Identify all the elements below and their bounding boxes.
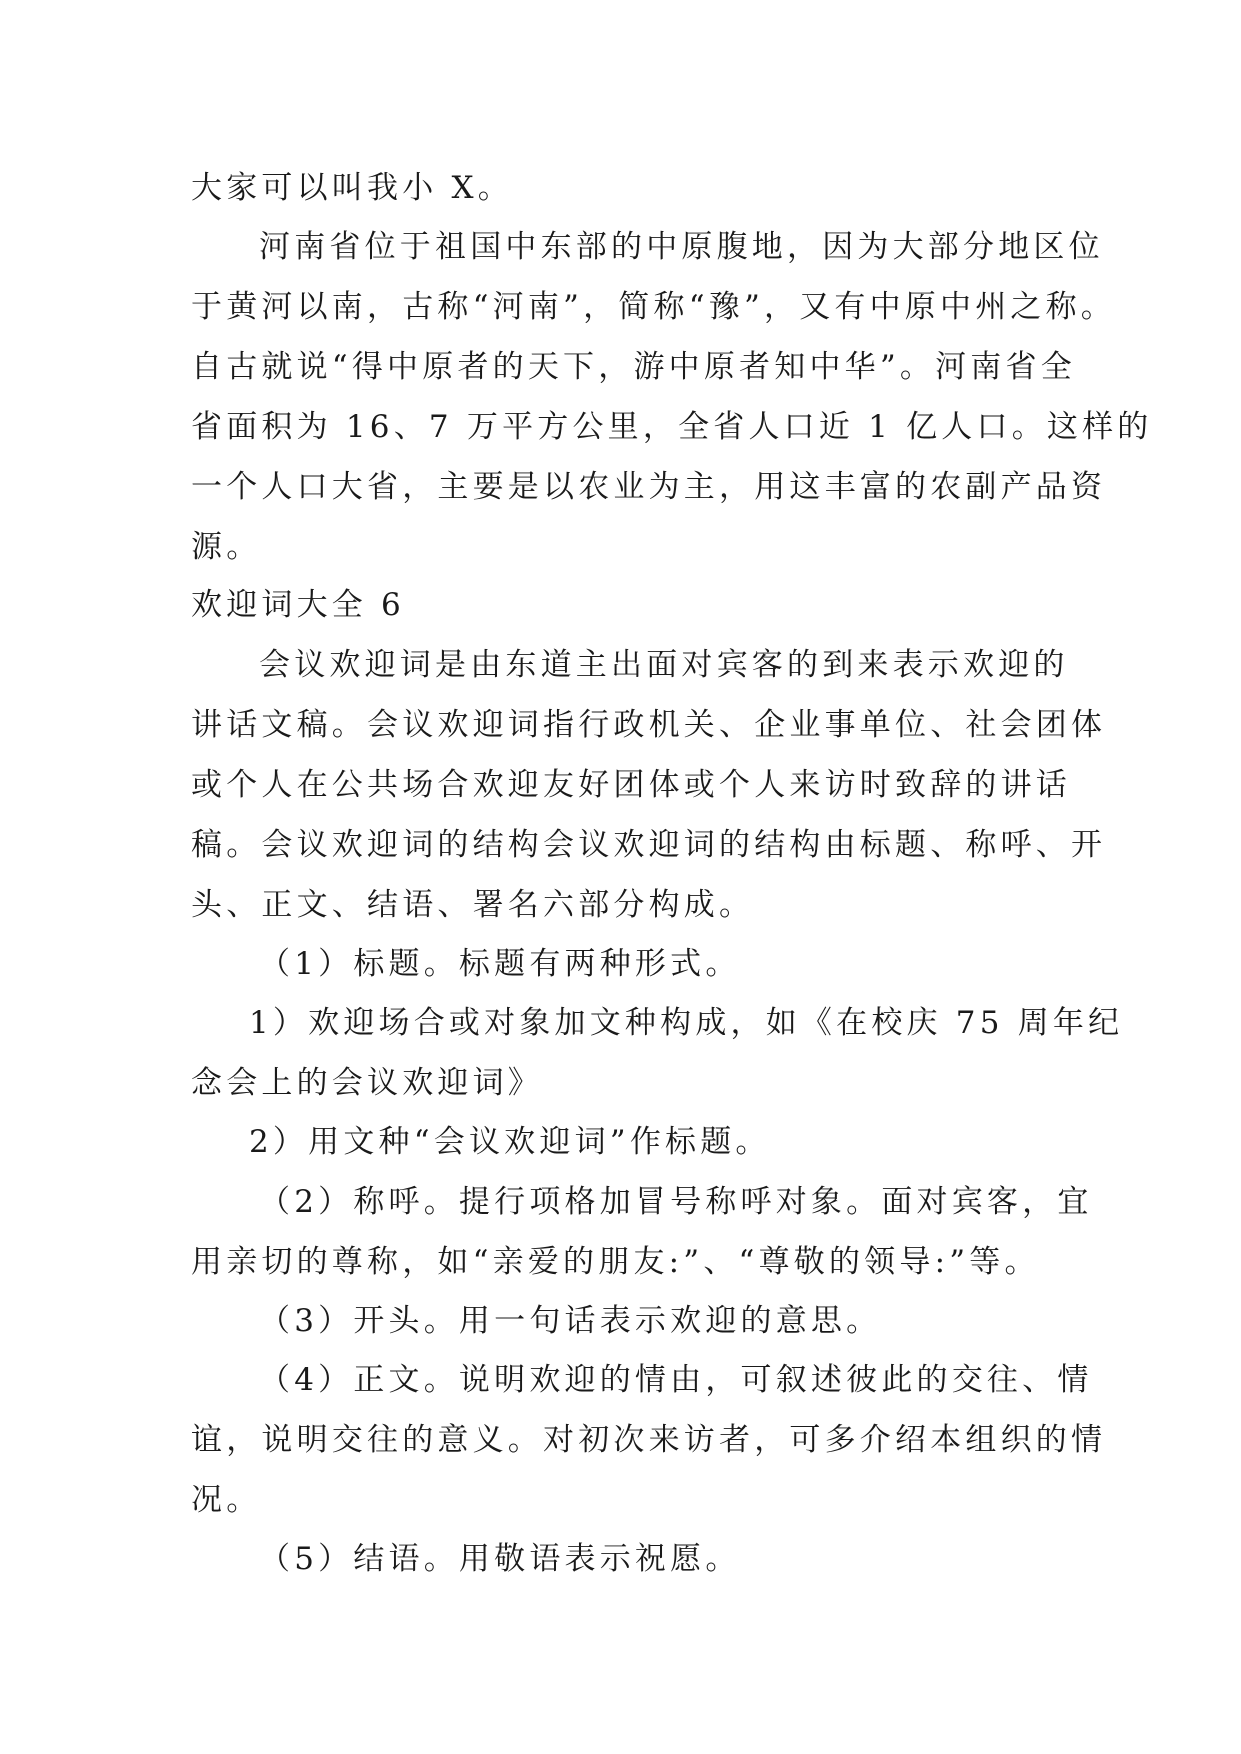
text-line: （2）称呼。提行项格加冒号称呼对象。面对宾客，宜 xyxy=(259,1184,1093,1220)
paragraph-henan xyxy=(191,217,1153,577)
paragraph-title-form-2 xyxy=(191,1112,1051,1172)
text-line: （3）开头。用一句话表示欢迎的意思。 xyxy=(259,1303,882,1339)
paragraph-title-forms xyxy=(191,934,1051,994)
text-line: （1）标题。标题有两种形式。 xyxy=(259,946,741,982)
section-title: 欢迎词大全 6 xyxy=(191,587,405,623)
text-line: 一个人口大省，主要是以农业为主，用这丰富的农副产品资 xyxy=(191,469,1107,505)
text-line: 或个人在公共场合欢迎友好团体或个人来访时致辞的讲话 xyxy=(191,767,1071,803)
text-line: 况。 xyxy=(191,1482,262,1518)
text-line: 自古就说“得中原者的天下，游中原者知中华”。河南省全 xyxy=(191,349,1076,385)
paragraph-intro-end xyxy=(191,158,1051,218)
section-heading xyxy=(191,575,1051,635)
text-line: 2）用文种“会议欢迎词”作标题。 xyxy=(249,1124,771,1160)
text-line: 会议欢迎词是由东道主出面对宾客的到来表示欢迎的 xyxy=(259,647,1069,683)
paragraph-opening xyxy=(191,1291,1051,1351)
text-line: 稿。会议欢迎词的结构会议欢迎词的结构由标题、称呼、开 xyxy=(191,827,1107,863)
text-line: 头、正文、结语、署名六部分构成。 xyxy=(191,887,755,923)
paragraph-definition xyxy=(191,635,1107,935)
text-line: 大家可以叫我小 X。 xyxy=(191,170,513,206)
paragraph-salutation xyxy=(191,1172,1093,1292)
text-line: （4）正文。说明欢迎的情由，可叙述彼此的交往、情 xyxy=(259,1362,1093,1398)
text-line: 用亲切的尊称，如“亲爱的朋友:”、“尊敬的领导:”等。 xyxy=(191,1244,1040,1280)
paragraph-body xyxy=(191,1350,1107,1530)
text-line: 念会上的会议欢迎词》 xyxy=(191,1065,543,1101)
text-line: 河南省位于祖国中东部的中原腹地，因为大部分地区位 xyxy=(259,229,1104,265)
text-line: 谊，说明交往的意义。对初次来访者，可多介绍本组织的情 xyxy=(191,1422,1107,1458)
paragraph-title-form-1 xyxy=(191,993,1124,1113)
paragraph-closing xyxy=(191,1529,1051,1589)
text-line: 源。 xyxy=(191,529,262,565)
text-line: （5）结语。用敬语表示祝愿。 xyxy=(259,1541,741,1577)
text-line: 1）欢迎场合或对象加文种构成，如《在校庆 75 周年纪 xyxy=(249,1005,1124,1041)
text-line: 省面积为 16、7 万平方公里，全省人口近 1 亿人口。这样的 xyxy=(191,409,1153,445)
text-line: 讲话文稿。会议欢迎词指行政机关、企业事单位、社会团体 xyxy=(191,707,1107,743)
text-line: 于黄河以南，古称“河南”，简称“豫”，又有中原中州之称。 xyxy=(191,289,1116,325)
